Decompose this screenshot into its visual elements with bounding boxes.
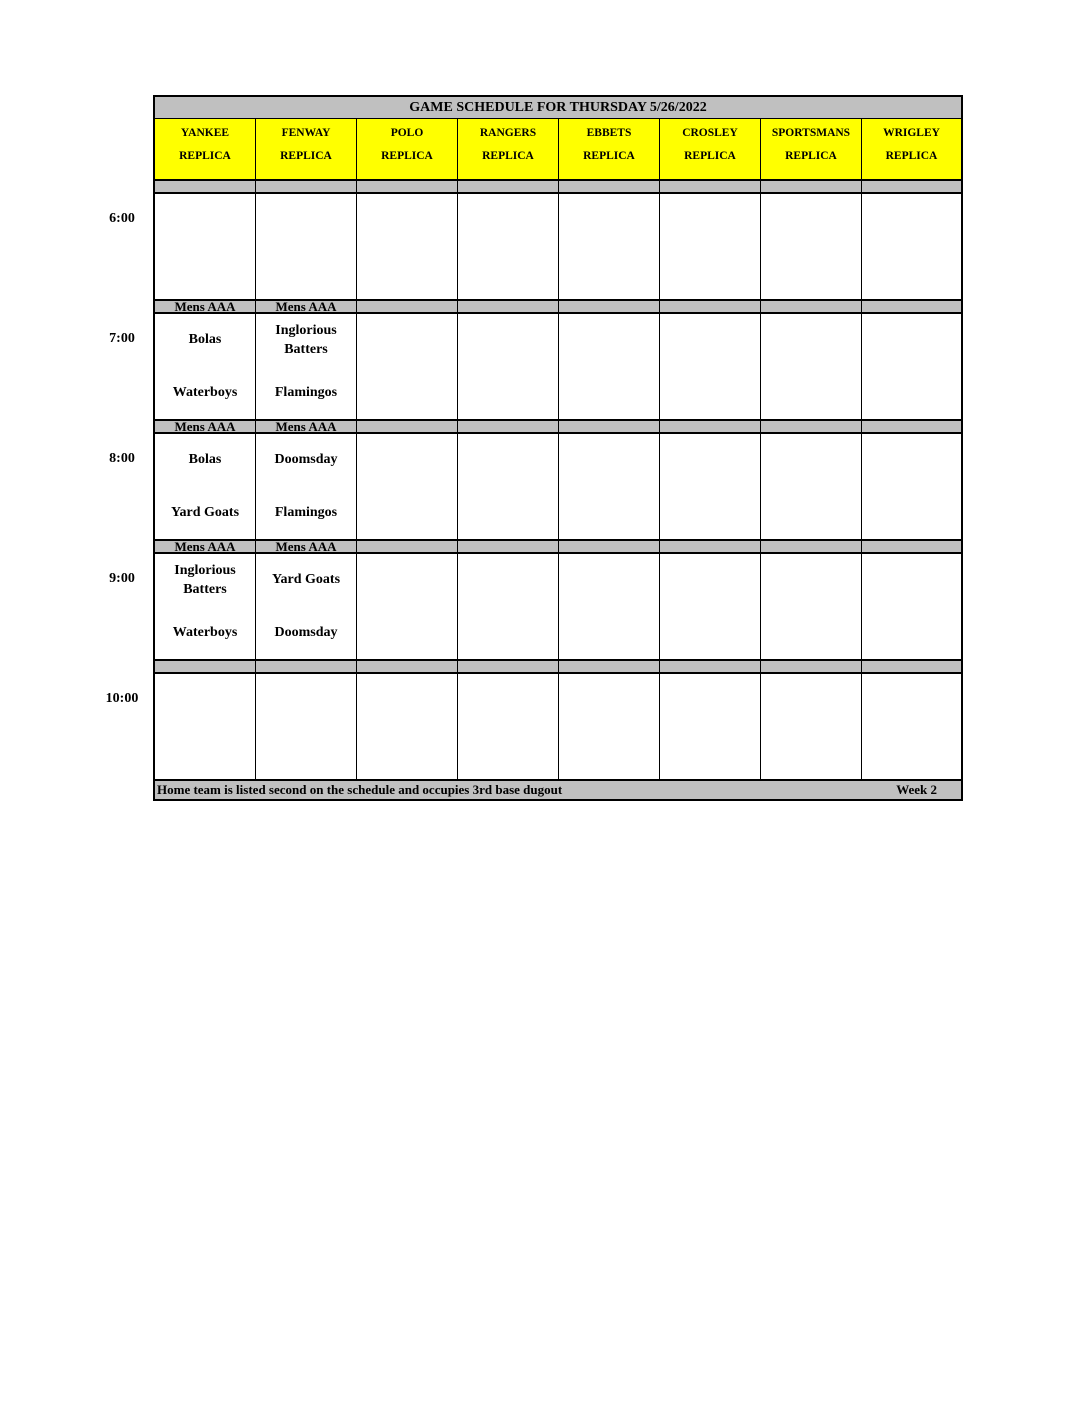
division-band [862, 179, 961, 194]
field-header-wrigley [862, 119, 961, 179]
field-header-rangers [458, 119, 559, 179]
game-slot [458, 554, 559, 659]
game-slot [357, 434, 458, 539]
away-team: Doomsday [274, 452, 338, 467]
home-team: Doomsday [274, 625, 338, 640]
game-slot [660, 314, 761, 419]
game-slot [256, 314, 357, 419]
time-label-6: 6:00 [109, 211, 135, 226]
home-team: Waterboys [172, 625, 238, 640]
field-name: WRIGLEY [883, 127, 940, 139]
field-subtitle: REPLICA [381, 150, 433, 162]
field-subtitle: REPLICA [785, 150, 837, 162]
division-band [761, 539, 862, 554]
division-band [559, 299, 660, 314]
game-slot [155, 434, 256, 539]
field-subtitle: REPLICA [482, 150, 534, 162]
away-team: Inglorious Batters [174, 563, 236, 597]
field-header-crosley [660, 119, 761, 179]
division-band [458, 539, 559, 554]
field-name: CROSLEY [682, 127, 738, 139]
field-name: SPORTSMANS [771, 127, 851, 139]
game-slot [559, 194, 660, 299]
division-band [660, 539, 761, 554]
footer-note: Home team is listed second on the schedule and occupies 3rd base dugout [157, 782, 563, 797]
field-header-ebbets [559, 119, 660, 179]
division-band [357, 659, 458, 674]
division-band [357, 539, 458, 554]
game-slot [660, 674, 761, 779]
division-band [357, 179, 458, 194]
field-subtitle: REPLICA [885, 150, 938, 162]
division-band [761, 179, 862, 194]
division-band [660, 659, 761, 674]
away-team: Inglorious Batters [275, 323, 337, 357]
game-slot [357, 194, 458, 299]
game-slot [862, 194, 961, 299]
week-label: Week 2 [896, 782, 937, 797]
game-slot [559, 554, 660, 659]
game-slot [256, 194, 357, 299]
division-band [761, 659, 862, 674]
field-subtitle: REPLICA [280, 150, 332, 162]
field-header-fenway [256, 119, 357, 179]
field-header-sportsmans [761, 119, 862, 179]
time-label-8: 8:00 [109, 451, 135, 466]
game-slot [458, 674, 559, 779]
field-subtitle: REPLICA [684, 150, 736, 162]
division-band [862, 539, 961, 554]
game-slot [862, 554, 961, 659]
home-team: Flamingos [274, 385, 338, 400]
division-band: Mens AAA [256, 419, 357, 434]
away-team: Bolas [188, 332, 222, 347]
game-slot [559, 314, 660, 419]
game-slot [559, 674, 660, 779]
game-slot [761, 554, 862, 659]
division-band [660, 179, 761, 194]
game-slot [761, 674, 862, 779]
game-slot [761, 314, 862, 419]
field-name: FENWAY [281, 127, 331, 139]
schedule-table [153, 95, 963, 801]
division-band: Mens AAA [256, 539, 357, 554]
game-slot [761, 434, 862, 539]
division-band [357, 299, 458, 314]
division-band [862, 419, 961, 434]
field-name: POLO [390, 127, 424, 139]
division-band [458, 299, 559, 314]
field-name: YANKEE [180, 127, 230, 139]
time-label-9: 9:00 [109, 571, 135, 586]
away-team: Yard Goats [271, 572, 341, 587]
field-header-yankee [155, 119, 256, 179]
game-slot [155, 674, 256, 779]
field-header-polo [357, 119, 458, 179]
time-label-10: 10:00 [105, 691, 139, 706]
division-band [761, 419, 862, 434]
home-team: Waterboys [172, 385, 238, 400]
division-band [559, 179, 660, 194]
game-slot [155, 554, 256, 659]
division-band [256, 659, 357, 674]
game-slot [660, 194, 761, 299]
field-subtitle: REPLICA [179, 150, 231, 162]
division-band [458, 179, 559, 194]
field-name: RANGERS [479, 127, 537, 139]
division-band [155, 659, 256, 674]
home-team: Flamingos [274, 505, 338, 520]
division-band [660, 419, 761, 434]
footer-bar [155, 779, 961, 799]
division-band [458, 659, 559, 674]
game-slot [458, 314, 559, 419]
division-band: Mens AAA [155, 539, 256, 554]
game-slot [458, 194, 559, 299]
division-band [155, 179, 256, 194]
game-slot [357, 674, 458, 779]
division-band [761, 299, 862, 314]
game-slot [256, 434, 357, 539]
game-slot [256, 674, 357, 779]
schedule-title: GAME SCHEDULE FOR THURSDAY 5/26/2022 [155, 97, 961, 119]
field-name: EBBETS [586, 127, 632, 139]
division-band [559, 419, 660, 434]
game-slot [862, 314, 961, 419]
game-slot [458, 434, 559, 539]
division-band: Mens AAA [155, 299, 256, 314]
division-band [559, 659, 660, 674]
division-band [559, 539, 660, 554]
division-band [256, 179, 357, 194]
game-slot [862, 434, 961, 539]
division-band [862, 299, 961, 314]
home-team: Yard Goats [170, 505, 240, 520]
division-band [357, 419, 458, 434]
division-band: Mens AAA [155, 419, 256, 434]
game-slot [862, 674, 961, 779]
game-slot [357, 554, 458, 659]
away-team: Bolas [188, 452, 222, 467]
game-slot [155, 314, 256, 419]
field-subtitle: REPLICA [583, 150, 635, 162]
time-label-7: 7:00 [109, 331, 135, 346]
game-slot [761, 194, 862, 299]
division-band: Mens AAA [256, 299, 357, 314]
division-band [458, 419, 559, 434]
division-band [862, 659, 961, 674]
game-slot [660, 554, 761, 659]
game-slot [559, 434, 660, 539]
game-slot [155, 194, 256, 299]
division-band [660, 299, 761, 314]
game-slot [660, 434, 761, 539]
game-slot [256, 554, 357, 659]
game-slot [357, 314, 458, 419]
